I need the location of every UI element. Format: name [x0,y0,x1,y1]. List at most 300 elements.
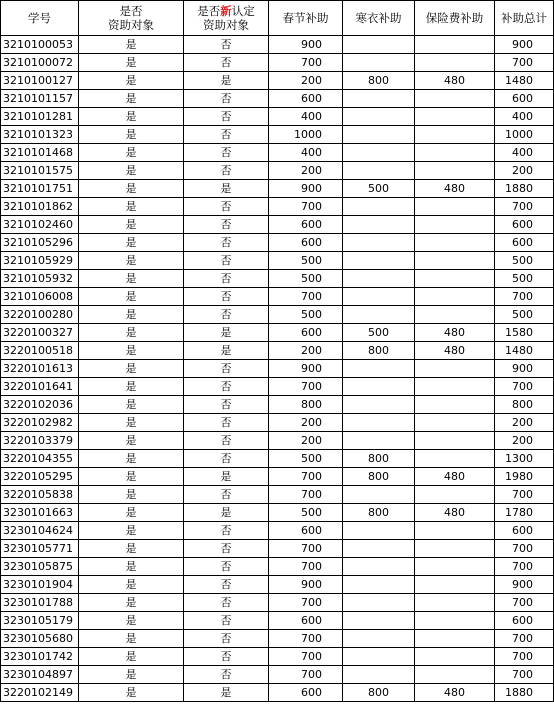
table-row [1,252,554,270]
cell-is-aided: 是 [79,558,184,576]
cell-is-new: 是 [184,504,269,522]
cell-spring: 700 [269,558,343,576]
cell-student-id: 3230104897 [1,666,79,684]
cell-student-id: 3210102460 [1,216,79,234]
cell-total: 700 [495,486,554,504]
cell-student-id: 3210101862 [1,198,79,216]
cell-is-new: 否 [184,612,269,630]
cell-student-id: 3210105929 [1,252,79,270]
cell-insurance [415,558,495,576]
cell-winter [343,648,415,666]
cell-spring: 700 [269,630,343,648]
cell-is-aided: 是 [79,342,184,360]
cell-insurance [415,360,495,378]
cell-spring: 600 [269,216,343,234]
cell-student-id: 3210105296 [1,234,79,252]
cell-insurance [415,36,495,54]
cell-is-new: 否 [184,396,269,414]
cell-winter [343,666,415,684]
cell-spring: 600 [269,522,343,540]
cell-total: 700 [495,198,554,216]
cell-student-id: 3210100053 [1,36,79,54]
cell-spring: 200 [269,162,343,180]
cell-winter [343,522,415,540]
table-row [1,180,554,198]
cell-student-id: 3220100518 [1,342,79,360]
cell-is-aided: 是 [79,306,184,324]
cell-total: 1480 [495,342,554,360]
table-row [1,648,554,666]
cell-winter [343,612,415,630]
table-row [1,306,554,324]
cell-winter [343,360,415,378]
cell-spring: 700 [269,648,343,666]
table-row [1,576,554,594]
cell-spring: 600 [269,90,343,108]
cell-insurance [415,252,495,270]
cell-spring: 700 [269,198,343,216]
cell-student-id: 3230101742 [1,648,79,666]
cell-is-new: 否 [184,666,269,684]
cell-total: 1980 [495,468,554,486]
cell-student-id: 3210101575 [1,162,79,180]
cell-insurance [415,162,495,180]
cell-winter [343,54,415,72]
header-student-id: 学号 [1,1,79,36]
cell-winter [343,198,415,216]
cell-is-aided: 是 [79,648,184,666]
cell-total: 600 [495,90,554,108]
cell-winter: 800 [343,342,415,360]
cell-insurance [415,396,495,414]
cell-is-new: 是 [184,72,269,90]
cell-insurance [415,612,495,630]
cell-winter: 800 [343,468,415,486]
cell-is-new: 否 [184,450,269,468]
cell-winter [343,594,415,612]
cell-spring: 700 [269,540,343,558]
cell-student-id: 3220102036 [1,396,79,414]
cell-spring: 900 [269,576,343,594]
cell-student-id: 3230104624 [1,522,79,540]
cell-is-aided: 是 [79,270,184,288]
cell-winter [343,378,415,396]
cell-total: 900 [495,36,554,54]
cell-is-aided: 是 [79,540,184,558]
cell-total: 700 [495,558,554,576]
cell-winter [343,432,415,450]
cell-total: 1480 [495,72,554,90]
table-row [1,630,554,648]
cell-total: 1880 [495,684,554,702]
cell-insurance [415,378,495,396]
cell-student-id: 3220100327 [1,324,79,342]
header-is-new-pre: 是否 [197,4,221,18]
cell-insurance [415,144,495,162]
cell-winter [343,90,415,108]
cell-spring: 700 [269,666,343,684]
cell-student-id: 3220105838 [1,486,79,504]
header-is-new-line2: 资助对象 [203,18,249,32]
table-row [1,342,554,360]
cell-winter: 800 [343,450,415,468]
cell-spring: 400 [269,144,343,162]
cell-total: 200 [495,162,554,180]
header-is-aided-line2: 资助对象 [108,18,154,32]
cell-spring: 600 [269,234,343,252]
table-row [1,684,554,702]
cell-is-aided: 是 [79,522,184,540]
cell-is-new: 否 [184,630,269,648]
header-is-aided [79,1,184,36]
cell-student-id: 3230105680 [1,630,79,648]
cell-total: 400 [495,144,554,162]
cell-spring: 500 [269,252,343,270]
cell-is-aided: 是 [79,630,184,648]
cell-student-id: 3210100127 [1,72,79,90]
cell-student-id: 3230105875 [1,558,79,576]
cell-is-new: 否 [184,234,269,252]
cell-insurance: 480 [415,468,495,486]
cell-spring: 600 [269,324,343,342]
cell-spring: 200 [269,342,343,360]
table-body [1,36,554,702]
cell-spring: 200 [269,432,343,450]
cell-insurance [415,288,495,306]
cell-student-id: 3210101751 [1,180,79,198]
cell-insurance [415,126,495,144]
cell-is-new: 否 [184,378,269,396]
cell-total: 1300 [495,450,554,468]
cell-total: 1880 [495,180,554,198]
cell-student-id: 3220105295 [1,468,79,486]
cell-spring: 500 [269,504,343,522]
cell-spring: 500 [269,270,343,288]
cell-is-new: 否 [184,144,269,162]
cell-spring: 200 [269,72,343,90]
cell-is-new: 是 [184,684,269,702]
cell-student-id: 3210106008 [1,288,79,306]
cell-is-new: 否 [184,36,269,54]
cell-is-new: 是 [184,324,269,342]
cell-insurance [415,234,495,252]
cell-is-aided: 是 [79,216,184,234]
cell-spring: 500 [269,306,343,324]
table-row [1,432,554,450]
cell-is-aided: 是 [79,324,184,342]
cell-is-new: 否 [184,54,269,72]
cell-insurance [415,666,495,684]
cell-is-aided: 是 [79,72,184,90]
cell-winter [343,252,415,270]
cell-is-aided: 是 [79,396,184,414]
cell-student-id: 3220100280 [1,306,79,324]
cell-spring: 700 [269,486,343,504]
cell-insurance: 480 [415,324,495,342]
cell-student-id: 3230101663 [1,504,79,522]
cell-insurance: 480 [415,684,495,702]
cell-student-id: 3210101281 [1,108,79,126]
cell-total: 700 [495,54,554,72]
cell-insurance [415,486,495,504]
cell-spring: 200 [269,414,343,432]
table-row [1,324,554,342]
cell-student-id: 3220102149 [1,684,79,702]
cell-is-aided: 是 [79,90,184,108]
cell-total: 600 [495,522,554,540]
table-row [1,216,554,234]
cell-is-new: 否 [184,270,269,288]
cell-winter: 800 [343,72,415,90]
cell-is-aided: 是 [79,360,184,378]
cell-student-id: 3210101323 [1,126,79,144]
table-row [1,414,554,432]
cell-total: 1000 [495,126,554,144]
cell-total: 900 [495,576,554,594]
cell-is-aided: 是 [79,288,184,306]
cell-is-new: 否 [184,126,269,144]
cell-winter [343,162,415,180]
cell-is-aided: 是 [79,180,184,198]
cell-is-new: 否 [184,522,269,540]
cell-is-new: 否 [184,216,269,234]
cell-total: 400 [495,108,554,126]
cell-spring: 400 [269,108,343,126]
cell-winter [343,486,415,504]
cell-is-aided: 是 [79,612,184,630]
cell-insurance [415,450,495,468]
cell-total: 500 [495,270,554,288]
cell-is-new: 否 [184,108,269,126]
table-row [1,468,554,486]
table-row [1,90,554,108]
cell-winter [343,234,415,252]
cell-is-aided: 是 [79,108,184,126]
cell-spring: 500 [269,450,343,468]
header-is-new-post: 认定 [231,4,255,18]
cell-is-aided: 是 [79,378,184,396]
cell-is-new: 否 [184,252,269,270]
cell-winter [343,216,415,234]
cell-winter [343,288,415,306]
cell-student-id: 3210100072 [1,54,79,72]
cell-spring: 800 [269,396,343,414]
cell-insurance [415,90,495,108]
cell-is-new: 否 [184,198,269,216]
cell-winter [343,540,415,558]
cell-total: 700 [495,594,554,612]
cell-insurance [415,414,495,432]
cell-student-id: 3220101613 [1,360,79,378]
cell-insurance [415,270,495,288]
cell-total: 700 [495,540,554,558]
cell-is-new: 否 [184,90,269,108]
cell-is-aided: 是 [79,576,184,594]
cell-total: 200 [495,432,554,450]
header-is-aided-line1: 是否 [119,4,143,18]
cell-is-new: 否 [184,306,269,324]
cell-total: 700 [495,648,554,666]
cell-insurance [415,216,495,234]
header-insurance: 保险费补助 [415,1,495,36]
cell-winter [343,108,415,126]
cell-student-id: 3230105771 [1,540,79,558]
cell-insurance [415,594,495,612]
cell-is-aided: 是 [79,234,184,252]
cell-total: 500 [495,306,554,324]
cell-is-aided: 是 [79,684,184,702]
cell-is-new: 否 [184,414,269,432]
cell-winter: 500 [343,180,415,198]
cell-spring: 700 [269,54,343,72]
table-row [1,198,554,216]
cell-winter [343,576,415,594]
cell-winter [343,126,415,144]
table-row [1,108,554,126]
table-row [1,522,554,540]
cell-is-new: 是 [184,342,269,360]
cell-insurance [415,630,495,648]
table-row [1,378,554,396]
cell-insurance [415,108,495,126]
cell-student-id: 3220101641 [1,378,79,396]
cell-total: 700 [495,378,554,396]
cell-is-aided: 是 [79,252,184,270]
cell-winter [343,144,415,162]
cell-is-aided: 是 [79,162,184,180]
cell-insurance [415,648,495,666]
table-row [1,666,554,684]
table-row [1,612,554,630]
cell-total: 600 [495,612,554,630]
table-row [1,558,554,576]
cell-winter: 800 [343,504,415,522]
cell-total: 600 [495,216,554,234]
table-row [1,504,554,522]
table-row [1,234,554,252]
cell-total: 1580 [495,324,554,342]
header-is-new-highlight: 新 [220,4,232,18]
cell-is-new: 否 [184,486,269,504]
cell-insurance [415,54,495,72]
cell-total: 700 [495,630,554,648]
cell-student-id: 3230101788 [1,594,79,612]
cell-is-new: 否 [184,288,269,306]
table-row [1,162,554,180]
cell-is-aided: 是 [79,432,184,450]
cell-spring: 900 [269,180,343,198]
cell-is-aided: 是 [79,36,184,54]
cell-is-new: 否 [184,558,269,576]
cell-student-id: 3220104355 [1,450,79,468]
cell-is-new: 否 [184,432,269,450]
cell-spring: 1000 [269,126,343,144]
cell-spring: 700 [269,594,343,612]
cell-spring: 600 [269,684,343,702]
table-row [1,270,554,288]
cell-is-aided: 是 [79,414,184,432]
cell-is-new: 否 [184,648,269,666]
cell-insurance [415,540,495,558]
cell-total: 800 [495,396,554,414]
cell-student-id: 3220102982 [1,414,79,432]
cell-spring: 600 [269,612,343,630]
cell-is-aided: 是 [79,486,184,504]
header-is-new [184,1,269,36]
cell-total: 1780 [495,504,554,522]
cell-insurance [415,522,495,540]
table-row [1,144,554,162]
cell-winter [343,270,415,288]
table-row [1,594,554,612]
cell-student-id: 3210105932 [1,270,79,288]
cell-is-new: 否 [184,576,269,594]
cell-is-aided: 是 [79,144,184,162]
cell-insurance: 480 [415,342,495,360]
cell-is-new: 是 [184,180,269,198]
cell-winter [343,558,415,576]
table-row [1,450,554,468]
cell-is-aided: 是 [79,666,184,684]
cell-insurance [415,306,495,324]
cell-winter [343,306,415,324]
cell-is-new: 否 [184,594,269,612]
cell-insurance [415,432,495,450]
header-row [1,1,554,36]
cell-winter [343,414,415,432]
cell-spring: 700 [269,288,343,306]
cell-winter: 500 [343,324,415,342]
cell-is-aided: 是 [79,450,184,468]
cell-winter: 800 [343,684,415,702]
table-row [1,288,554,306]
cell-is-aided: 是 [79,54,184,72]
cell-total: 200 [495,414,554,432]
cell-is-aided: 是 [79,126,184,144]
cell-total: 900 [495,360,554,378]
table-row [1,396,554,414]
table-row [1,54,554,72]
cell-spring: 700 [269,378,343,396]
cell-insurance [415,198,495,216]
table-row [1,126,554,144]
cell-winter [343,36,415,54]
table-row [1,36,554,54]
table-row [1,540,554,558]
cell-winter [343,396,415,414]
cell-is-new: 否 [184,162,269,180]
cell-student-id: 3230101904 [1,576,79,594]
header-total: 补助总计 [495,1,554,36]
table-row [1,360,554,378]
cell-insurance [415,576,495,594]
cell-insurance: 480 [415,504,495,522]
cell-total: 500 [495,252,554,270]
header-spring: 春节补助 [269,1,343,36]
cell-total: 700 [495,288,554,306]
cell-is-new: 是 [184,468,269,486]
cell-total: 600 [495,234,554,252]
cell-spring: 900 [269,36,343,54]
cell-total: 700 [495,666,554,684]
cell-winter [343,630,415,648]
cell-is-aided: 是 [79,198,184,216]
table-row [1,486,554,504]
cell-spring: 700 [269,468,343,486]
cell-insurance: 480 [415,72,495,90]
cell-student-id: 3210101157 [1,90,79,108]
cell-student-id: 3230105179 [1,612,79,630]
